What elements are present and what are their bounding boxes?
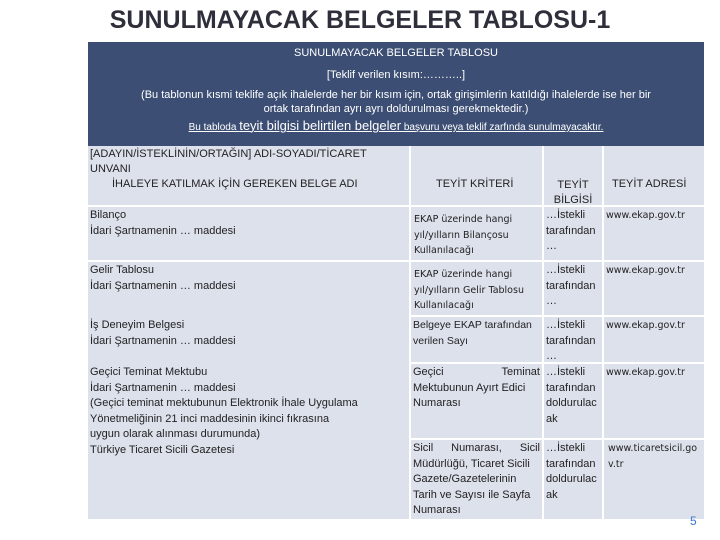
note-prefix: Bu tabloda (188, 122, 240, 133)
documents-table (88, 146, 704, 519)
info-line: … (546, 240, 557, 252)
table-row-document (90, 263, 236, 294)
info-line: …İstekli (546, 366, 586, 378)
criteria-line: Mektubunun Ayırt Edici (413, 381, 526, 394)
info-line: tarafından (546, 279, 596, 292)
table-name: SUNULMAYACAK BELGELER TABLOSU (294, 47, 498, 59)
document-clause: İdari Şartnamenin … maddesi (90, 224, 236, 237)
column-divider (409, 146, 411, 519)
table-row-info (546, 441, 597, 503)
criteria-line: Gazete/Gazetelerinin (413, 473, 517, 485)
info-line: doldurulac (546, 397, 597, 409)
page-number: 5 (690, 514, 697, 528)
info-line: ak (546, 412, 558, 425)
info-line: ak (546, 488, 558, 501)
table-row-criteria (413, 365, 540, 412)
row-divider (409, 315, 704, 317)
header-document-line: İHALEYE KATILMAK İÇİN GEREKEN BELGE ADI (112, 178, 358, 190)
row-divider (88, 205, 704, 207)
document-name: Gelir Tablosu (90, 264, 154, 276)
column-header-criteria: TEYİT KRİTERİ (436, 178, 514, 190)
criteria-line: yıl/yılların Bilançosu (414, 229, 509, 241)
note-emphasis: teyit bilgisi belirtilen belgeler (239, 118, 402, 133)
row-divider (409, 438, 704, 440)
column-header-info (544, 178, 602, 208)
criteria-line: Müdürlüğü, Ticaret Sicili (413, 457, 530, 470)
criteria-line (413, 441, 540, 457)
table-row-criteria (413, 318, 541, 349)
table-row-address: www.ekap.gov.tr (606, 210, 685, 221)
document-condition-line: Yönetmeliğinin 21 inci maddesinin ikinci fıkrasına (90, 412, 330, 425)
criteria-line: EKAP üzerinde hangi (414, 214, 513, 225)
info-line: …İstekli (546, 264, 586, 276)
header-info-line-2: BİLGİSİ (553, 194, 593, 206)
table-row-document (90, 365, 406, 458)
header-info-line-1: TEYİT (557, 179, 589, 191)
table-row-info (546, 318, 596, 365)
info-line: tarafından (546, 381, 596, 394)
row-divider (88, 260, 704, 262)
table-row-criteria (413, 441, 540, 519)
table-row-address: www.ekap.gov.tr (606, 367, 685, 378)
submission-note (88, 118, 704, 133)
note-suffix: başvuru veya teklif zarfında sunulmayacaktır. (401, 122, 604, 133)
document-name: Türkiye Ticaret Sicili Gazetesi (90, 443, 235, 456)
table-row-address: www.ekap.gov.tr (606, 265, 685, 276)
column-header-address: TEYİT ADRESİ (612, 178, 687, 190)
page-title: SUNULMAYACAK BELGELER TABLOSU-1 (109, 6, 611, 34)
document-clause: İdari Şartnamenin … maddesi (90, 381, 236, 394)
column-divider (602, 146, 604, 519)
document-name: İş Deneyim Belgesi (90, 319, 185, 331)
table-row-info (546, 208, 596, 255)
criteria-line: Tarih ve Sayısı ile Sayfa (413, 488, 531, 501)
criteria-line: Numarası (413, 504, 461, 516)
section-placeholder: [Teklif verilen kısım:………..] (326, 69, 466, 81)
criteria-line: Kullanılacağı (414, 245, 474, 256)
criteria-line: verilen Sayı (413, 334, 468, 347)
info-line: doldurulac (546, 473, 597, 485)
criteria-line: Kullanılacağı (414, 300, 474, 311)
document-name: Bilanço (90, 209, 127, 221)
info-line: tarafından (546, 457, 596, 470)
table-row-document (90, 318, 236, 349)
criteria-line (413, 365, 540, 381)
criteria-word: Sicil (413, 442, 434, 454)
instructions-note (88, 88, 704, 116)
info-line: tarafından (546, 224, 596, 237)
column-header-document-name (90, 147, 408, 192)
criteria-word: Sicil (519, 442, 540, 454)
document-clause: İdari Şartnamenin … maddesi (90, 334, 236, 347)
criteria-word: Geçici (413, 366, 444, 378)
instructions-line-2: ortak tarafından ayrı ayrı doldurulması gerekmektedir.) (263, 103, 529, 115)
criteria-word: Numarası, (451, 442, 502, 454)
header-title-line: UNVANI (90, 163, 131, 175)
table-row-address (608, 441, 697, 472)
header-candidate-line: [ADAYIN/İSTEKLİNİN/ORTAĞIN] ADI-SOYADI/TİCARET (90, 148, 367, 160)
instructions-line-1: (Bu tablonun kısmi teklife açık ihalelerde her bir kısım için, ortak girişimlerin katıldığı ihalelerde ise her bir (141, 89, 651, 101)
table-header-banner (88, 42, 704, 146)
table-row-info (546, 263, 596, 310)
table-row-criteria (414, 267, 524, 314)
criteria-word: Teminat (501, 366, 540, 378)
info-line: …İstekli (546, 209, 586, 221)
document-name: Geçici Teminat Mektubu (90, 366, 208, 378)
document-condition-line: (Geçici teminat mektubunun Elektronik İhale Uygulama (90, 397, 358, 409)
info-line: tarafından (546, 334, 596, 347)
criteria-line: Belgeye EKAP tarafından (413, 319, 532, 331)
info-line: … (546, 295, 557, 307)
document-clause: İdari Şartnamenin … maddesi (90, 279, 236, 292)
criteria-line: Numarası (413, 397, 461, 409)
criteria-line: yıl/yılların Gelir Tablosu (414, 284, 524, 296)
table-row-info (546, 365, 597, 427)
info-line: … (546, 350, 557, 362)
table-row-criteria (414, 212, 512, 259)
info-line: …İstekli (546, 442, 586, 454)
info-line: …İstekli (546, 319, 586, 331)
table-row-address: www.ekap.gov.tr (606, 320, 685, 331)
address-line: v.tr (608, 458, 624, 470)
table-row-document (90, 208, 236, 239)
address-line: www.ticaretsicil.go (608, 443, 698, 454)
criteria-line: EKAP üzerinde hangi (414, 269, 513, 280)
document-condition-line: uygun olarak alınması durumunda) (90, 428, 260, 440)
